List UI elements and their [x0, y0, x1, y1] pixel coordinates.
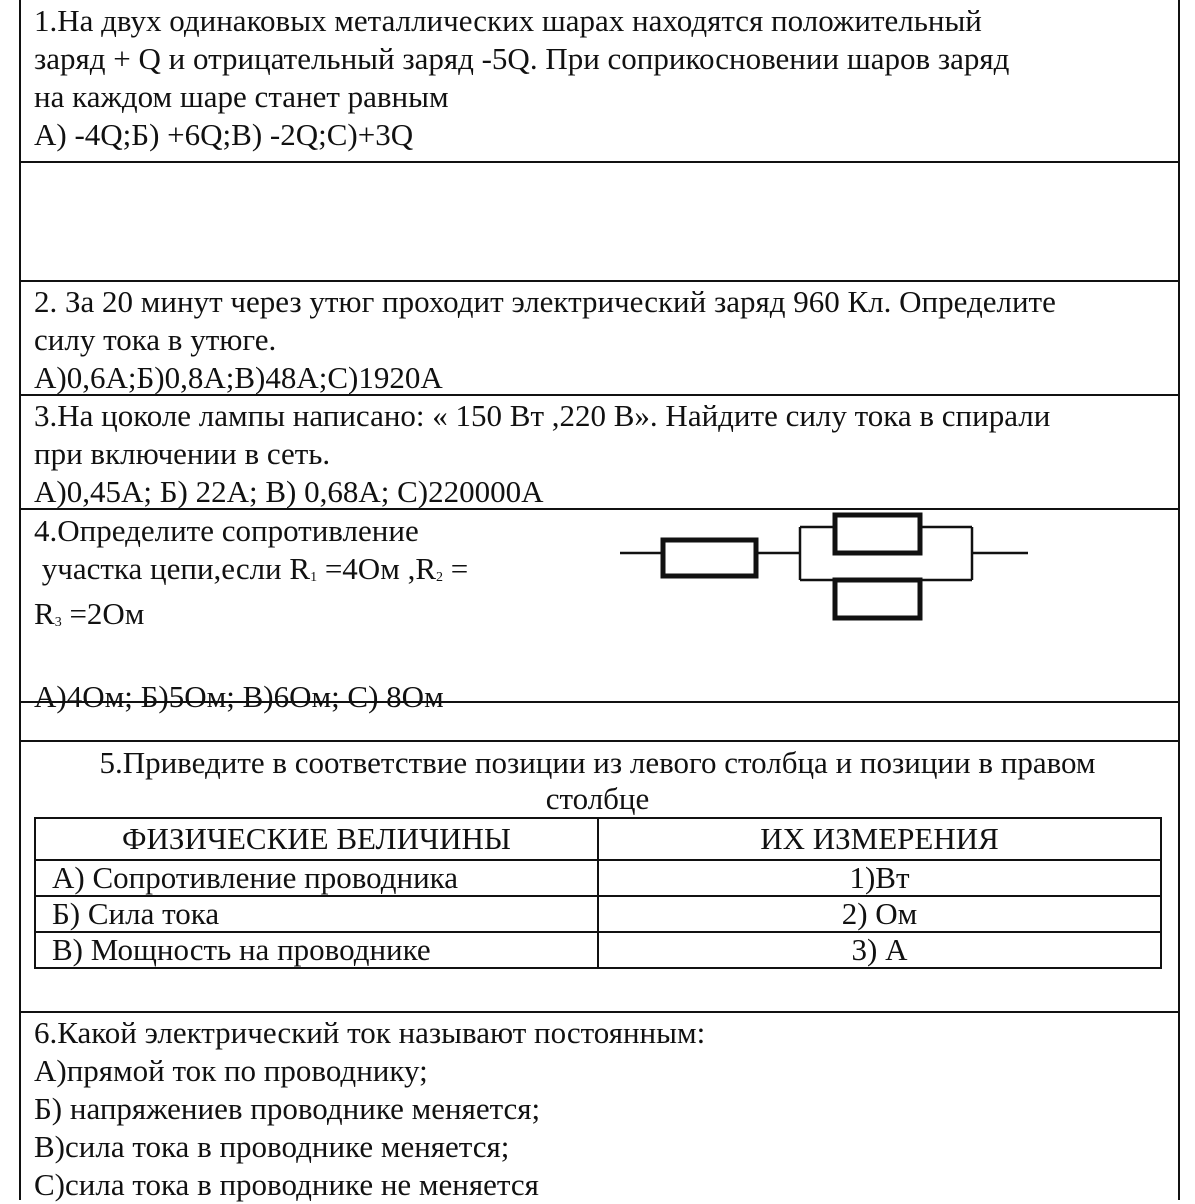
subscript: 1 — [310, 570, 318, 585]
question-4-text: R — [34, 596, 55, 631]
left-border — [19, 0, 21, 1200]
question-3 — [34, 397, 1161, 511]
question-1-line: заряд + Q и отрицательный заряд -5Q. При соприкосновении шаров заряд — [34, 41, 1010, 76]
question-2-answers: А)0,6А;Б)0,8А;В)48А;С)1920А — [34, 360, 443, 395]
circuit-diagram — [610, 510, 1040, 630]
table-cell: Б) Сила тока — [35, 896, 598, 932]
row-divider — [19, 740, 1180, 742]
question-4-line — [34, 550, 594, 595]
question-5-line: 5.Приведите в соответствие позиции из левого столбца и позиции в правом — [99, 745, 1096, 780]
question-6-line: 6.Какой электрический ток называют постоянным: — [34, 1015, 706, 1050]
table-cell: А) Сопротивление проводника — [35, 860, 598, 896]
spacer — [34, 640, 594, 678]
question-4-line: 4.Определите сопротивление — [34, 513, 419, 548]
row-divider — [19, 161, 1180, 163]
question-1 — [34, 2, 1161, 154]
table-cell: 1)Вт — [598, 860, 1161, 896]
table-header: ИХ ИЗМЕРЕНИЯ — [598, 818, 1161, 860]
resistor-r3 — [835, 580, 920, 618]
question-4-text: =2Ом — [61, 596, 145, 631]
question-6-option: А)прямой ток по проводнику; — [34, 1053, 428, 1088]
question-3-line: 3.На цоколе лампы написано: « 150 Вт ,220 В». Найдите силу тока в спирали — [34, 398, 1051, 433]
matching-table — [34, 817, 1162, 969]
question-4-answers: А)4Ом; Б)5Ом; В)6Ом; С) 8Ом — [34, 679, 444, 714]
table-row — [35, 932, 1161, 968]
question-3-answers: А)0,45А; Б) 22А; В) 0,68А; С)220000А — [34, 474, 544, 509]
right-border — [1178, 0, 1180, 1200]
table-cell: 3) А — [598, 932, 1161, 968]
question-4-text: =4Ом ,R — [317, 551, 436, 586]
question-2-line: силу тока в утюге. — [34, 322, 277, 357]
question-5-line: столбце — [545, 781, 650, 816]
question-4-text: участка цепи,если R — [34, 551, 311, 586]
question-1-answers: А) -4Q;Б) +6Q;В) -2Q;С)+3Q — [34, 117, 414, 152]
resistor-r2 — [835, 515, 920, 553]
subscript: 3 — [54, 615, 62, 630]
question-2 — [34, 283, 1161, 397]
question-6-option: Б) напряжениев проводнике меняется; — [34, 1091, 541, 1126]
table-row — [35, 860, 1161, 896]
question-6-option: В)сила тока в проводнике меняется; — [34, 1129, 510, 1164]
resistor-r1 — [663, 540, 756, 576]
question-4-text: = — [443, 551, 469, 586]
table-header-row — [35, 818, 1161, 860]
question-4 — [34, 512, 594, 716]
question-6 — [34, 1014, 1161, 1204]
question-5-title — [34, 744, 1161, 816]
table-row — [35, 896, 1161, 932]
row-divider — [19, 1011, 1180, 1013]
row-divider — [19, 280, 1180, 282]
question-1-line: 1.На двух одинаковых металлических шарах находятся положительный — [34, 3, 982, 38]
question-4-line — [34, 595, 594, 640]
question-6-option: С)сила тока в проводнике не меняется — [34, 1167, 539, 1202]
question-3-line: при включении в сеть. — [34, 436, 331, 471]
table-cell: В) Мощность на проводнике — [35, 932, 598, 968]
question-2-line: 2. За 20 минут через утюг проходит электрический заряд 960 Кл. Определите — [34, 284, 1056, 319]
subscript: 2 — [436, 570, 443, 585]
table-cell: 2) Ом — [598, 896, 1161, 932]
question-1-line: на каждом шаре станет равным — [34, 79, 449, 114]
table-header: ФИЗИЧЕСКИЕ ВЕЛИЧИНЫ — [35, 818, 598, 860]
